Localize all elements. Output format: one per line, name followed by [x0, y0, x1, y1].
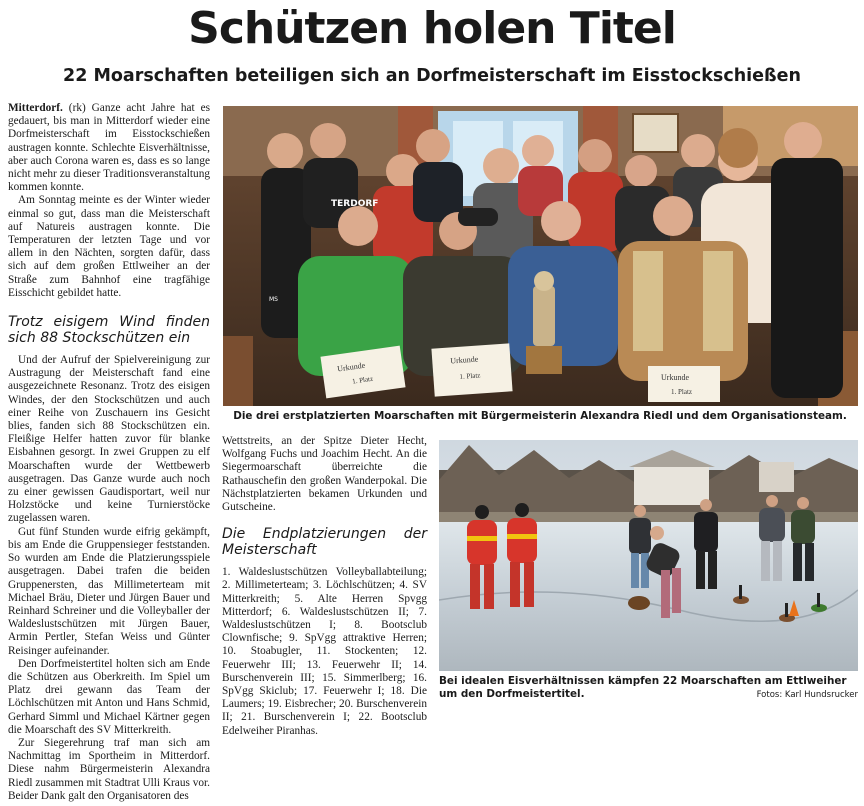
svg-text:1. Platz: 1. Platz — [459, 371, 481, 381]
svg-text:Urkunde: Urkunde — [450, 354, 479, 366]
paragraph-3: Und der Aufruf der Spielvereinigung zur Austragung der Meisterschaft fand eine ausgezeichnete Resonanz. Trotz des eisigen Windes, der den Stockschützen und auch einer Reihe von Zuschauern ins Gesicht blies, fanden sich 88 Stockschützen ein. Fleißige Helfer hatten zuvor für blanke Eisbahnen gesorgt. In zwei Gruppen zu elf Moarschaften wurde der Wettbewerb ausgetragen. Das Ganze wurde auch noch zu einer gewissen Gaudisportart, weil nur Holzstöcke und keine Turnierstöcke zugelassen waren. — [8, 354, 210, 525]
paragraph-5: Den Dorfmeistertitel holten sich am Ende die Schützen aus Oberkreith. Im Spiel um Platz drei gewann das Team der Löchlschützen mit Anton und Hans Schmid, Gerhard Simml und Michael Kärtner gegen die Moarschaft des SV Mitterkreith. — [8, 657, 210, 736]
ice-competition-photo — [439, 440, 858, 671]
article-column-1 — [8, 102, 210, 803]
svg-text:Urkunde: Urkunde — [336, 360, 366, 374]
article-column-2 — [222, 435, 427, 738]
paragraph-6: Wettstreits, an der Spitze Dieter Hecht, Wolfgang Fuchs und Joachim Hecht. An die Siegermoarschaft überreichte die Rathauschefin den großen Wanderpokal. Die Nächstplatzierten bekamen Urkunden und Gutscheine. — [222, 435, 427, 514]
headline: Schützen holen Titel — [188, 3, 676, 54]
paragraph-4: Gut fünf Stunden wurde eifrig gekämpft, bis am Ende die Gruppensieger feststanden. So wurden am Ende die Platzierungsspiele ausgetragen. Dabei trafen die beiden Gruppenersten, das Millimeterteam mit Michael Bräu, Dieter und Jürgen Bauer und Reinhard Schreiner und die Volleyballer der Waldeslustschützen mit Jürgen Bauer, Armin Pertler, Stefan Weiss und Günter Reisinger aufeinander. — [8, 525, 210, 657]
results-list: 1. Waldeslustschützen Volleyballabteilung; 2. Millimeterteam; 3. Löchlschützen; 4. SV Mitterkreith; 5. Alte Herren Spvgg Mitterdorf; 6. Waldeslustschützen II; 7. Waldeslustschützen I; 8. Bootsclub Clownfische; 9. SpVgg attraktive Herren; 10. Stoabugler, 11. Stockenten; 12. Feuerwehr III; 13. Feuerwehr II; 14. Burschenverein III; 15. Simmerlberg; 16. SpVgg Skiclub; 17. Feuerwehr I; 18. Die Laumers; 19. Eisbrecher; 20. Burschenverein II; 21. Burschenverein I; 22. Bootsclub Edelweiher Piranhas. — [222, 566, 427, 737]
paragraph-2: Am Sonntag meinte es der Winter wieder einmal so gut, dass man die Meisterschaft auf Natureis austragen konnte. Die Temperaturen der letzten Tage und vor allem in den Nächten, sorgten dafür, dass sich auf dem großen Ettlweiher an der Straße zum Bahnhof eine tragfähige Eisschicht gebildet hatte. — [8, 194, 210, 299]
lead-paragraph: Mitterdorf. (rk) Ganze acht Jahre hat es gedauert, bis man in Mitterdorf wieder eine Dorfmeisterschaft im Eisstockschießen austragen konnte. Schlechte Eisverhältnisse, aber auch Corona waren es, dass es so lange nicht mehr zu dieser Traditionsveranstaltung kommen konnte. — [8, 102, 210, 194]
svg-text:Urkunde: Urkunde — [661, 373, 689, 382]
subhead-results: Die Endplatzierungen der Meisterschaft — [222, 526, 427, 559]
svg-text:1. Platz: 1. Platz — [671, 388, 692, 396]
svg-text:MS: MS — [269, 296, 278, 303]
photo-credit: Fotos: Karl Hundsrucker — [756, 690, 858, 700]
top-photo-caption: Die drei erstplatzierten Moarschaften mit Bürgermeisterin Alexandra Riedl und dem Organisationsteam. — [233, 410, 847, 422]
paragraph-6: Zur Siegerehrung traf man sich am Nachmittag im Sportheim in Mitterdorf. Diese nahm Bürgermeisterin Alexandra Riedl zusammen mit Stadtrat Ulli Kraus vor. Beider Dank galt den Organisatoren des — [8, 736, 210, 802]
dateline: Mitterdorf. — [8, 102, 63, 114]
subhead-wind: Trotz eisigem Wind finden sich 88 Stockschützen ein — [8, 314, 210, 347]
svg-text:TERDORF: TERDORF — [331, 199, 379, 209]
subheadline: 22 Moarschaften beteiligen sich an Dorfmeisterschaft im Eisstockschießen — [63, 66, 801, 86]
winners-group-photo — [223, 106, 858, 406]
bottom-photo-caption: Bei idealen Eisverhältnissen kämpfen 22 Moarschaften am Ettlweiher um den Dorfmeistertitel. — [439, 675, 847, 700]
svg-text:1. Platz: 1. Platz — [351, 374, 374, 386]
